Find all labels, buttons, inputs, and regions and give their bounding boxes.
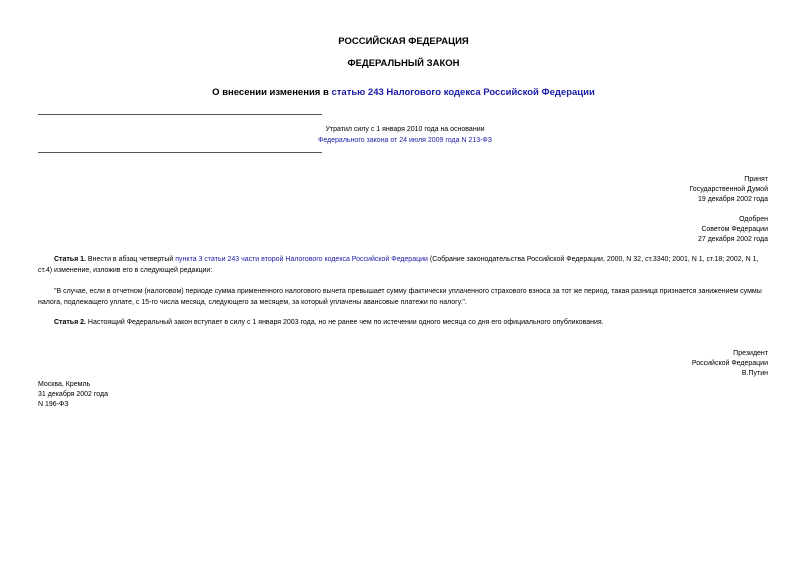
approved-label: Одобрен <box>739 216 768 223</box>
repeal-law-link[interactable]: Федерального закона от 24 июля 2009 года N 213-ФЗ <box>318 137 492 144</box>
document-type-heading: ФЕДЕРАЛЬНЫЙ ЗАКОН <box>347 58 460 69</box>
signature-title: Президент <box>733 350 768 357</box>
accepted-by: Государственной Думой <box>689 186 768 193</box>
repeal-notice-line: Утратил силу с 1 января 2010 года на основании <box>325 126 485 133</box>
divider-bottom <box>38 152 322 153</box>
approved-date: 27 декабря 2002 года <box>697 236 768 243</box>
article-2 <box>38 318 769 329</box>
accepted-label: Принят <box>744 176 768 183</box>
article-1-code-link[interactable]: пункта 3 статьи 243 части второй Налогового кодекса Российской Федерации <box>175 256 428 263</box>
approved-by: Советом Федерации <box>701 226 768 233</box>
signature-org: Российской Федерации <box>691 360 768 367</box>
place: Москва, Кремль <box>38 381 91 388</box>
signing-date: 31 декабря 2002 года <box>38 391 109 398</box>
article-1-text-before: Внести в абзац четвертый <box>85 256 176 263</box>
article-1-text-after: (Собрание законодательства Российской Федерации, 2000, N 32, ст.3340; 2001, N 1, ст.18; 2002, N 1, ст.4) изменение, изложив его в следующей редакции: <box>38 256 759 274</box>
signature-name: В.Путин <box>741 370 768 377</box>
article-1-label: Статья 1. <box>54 256 86 263</box>
title-prefix: О внесении изменения в <box>212 87 332 98</box>
accepted-date: 19 декабря 2002 года <box>697 196 768 203</box>
article-2-text: Настоящий Федеральный закон вступает в силу с 1 января 2003 года, но не ранее чем по истечении одного месяца со дня его официального опубликования. <box>85 319 604 326</box>
article-1-quote: "В случае, если в отчетном (налоговом) периоде сумма примененного налогового вычета превышает сумму фактически уплаченного страхового взноса за тот же период, такая разница признается занижением суммы налога, подлежащего уплате, с 15-го числа месяца, следующего за месяцем, за который уплачены авансовые платежи по налогу.". <box>38 288 762 306</box>
divider-top <box>38 114 322 115</box>
article-2-label: Статья 2. <box>54 319 86 326</box>
title-article-link[interactable]: статью 243 Налогового кодекса Российской Федерации <box>331 87 595 98</box>
article-1 <box>38 255 769 276</box>
document-title <box>0 87 807 98</box>
law-number: N 196-ФЗ <box>38 401 69 408</box>
country-heading: РОССИЙСКАЯ ФЕДЕРАЦИЯ <box>338 36 469 47</box>
